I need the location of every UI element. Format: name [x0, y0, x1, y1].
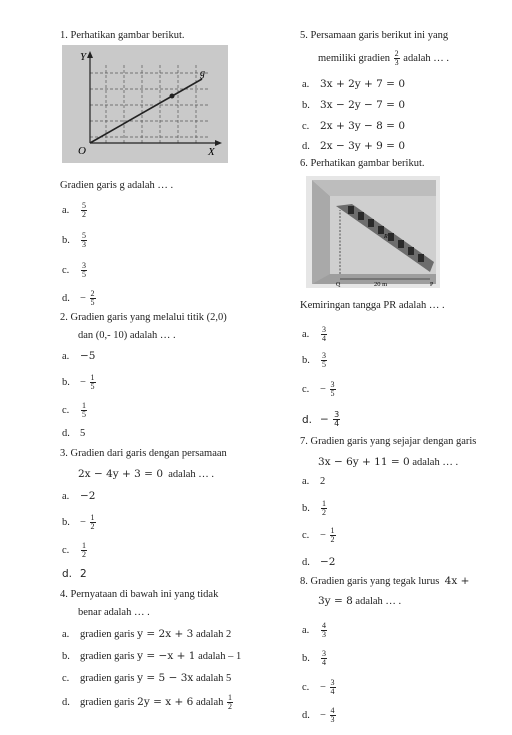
q1-y-label: Y [80, 51, 87, 63]
option-fraction [81, 262, 87, 279]
option-prefix: gradien garis [80, 696, 135, 708]
denominator: 2 [82, 210, 86, 219]
q3-option-b[interactable] [62, 514, 97, 531]
numerator: 1 [330, 526, 335, 535]
q8-option-b[interactable] [302, 650, 328, 667]
equation: 3x − 2y − 7 = 0 [320, 99, 405, 111]
denominator: 5 [322, 360, 326, 369]
q4-option-a[interactable] [62, 628, 231, 641]
q2-option-b[interactable] [62, 374, 97, 391]
option-letter: a. [62, 204, 70, 216]
q4-option-c[interactable] [62, 672, 231, 685]
q6-option-a[interactable] [302, 326, 328, 343]
q2-option-c[interactable] [62, 402, 88, 419]
numerator: 2 [394, 49, 399, 58]
equation: y = 2x + 3 [137, 628, 194, 640]
option-sign: − [320, 681, 326, 693]
q6-stem-text: Kemiringan tangga PR adalah … . [300, 300, 445, 311]
q7-option-a[interactable] [302, 476, 325, 488]
option-letter: c. [62, 264, 70, 276]
denominator: 4 [322, 658, 326, 667]
q4-option-b[interactable] [62, 650, 241, 663]
q1-option-a[interactable] [62, 202, 88, 219]
option-suffix: adalah [195, 696, 224, 708]
denominator: 2 [227, 702, 232, 711]
equation: 3x − 6y + 11 = 0 [318, 456, 410, 468]
q1-point [170, 94, 175, 99]
q6-option-d[interactable] [302, 411, 341, 428]
equation: 2x + 3y − 8 = 0 [320, 120, 405, 132]
denominator: 2 [322, 508, 326, 517]
option-sign: − [320, 709, 326, 721]
option-fraction [81, 202, 87, 219]
q6-r-label: R [384, 234, 388, 240]
option-value: 5 [80, 428, 86, 439]
option-letter: b. [62, 234, 70, 246]
q5-line1: 5. Persamaan garis berikut ini yang [300, 30, 449, 41]
option-value: −2 [80, 490, 96, 502]
option-fraction [333, 411, 340, 428]
q5-option-c[interactable] [302, 120, 405, 133]
option-letter: b. [62, 516, 70, 528]
q5-line2-text: memiliki gradien [318, 52, 391, 64]
numerator: 3 [322, 649, 326, 658]
q6-stairs-figure [306, 176, 440, 288]
option-prefix: gradien garis [80, 673, 135, 684]
numerator: 4 [322, 621, 326, 630]
q5-option-d[interactable] [302, 140, 405, 153]
q8-option-a[interactable] [302, 622, 328, 639]
option-letter: b. [302, 652, 310, 664]
q1-option-c[interactable] [62, 262, 88, 279]
option-letter: a. [302, 79, 310, 90]
numerator: 3 [82, 261, 86, 270]
q6-q-label: Q [336, 282, 341, 288]
option-fraction [81, 232, 87, 249]
equation-part-2: 3y = 8 [318, 595, 353, 607]
q3-line2-text: adalah … . [168, 469, 215, 480]
equation: 2x − 4y + 3 = 0 [78, 468, 163, 480]
numerator: 1 [322, 499, 326, 508]
numerator: 1 [82, 401, 86, 410]
denominator: 2 [330, 535, 335, 544]
option-sign: − [320, 383, 326, 395]
option-fraction [90, 290, 96, 307]
option-letter: d. [62, 428, 70, 439]
option-letter: d. [302, 557, 310, 568]
q6-ceiling [312, 180, 436, 196]
q2-line1: 2. Gradien garis yang melalui titik (2,0) [60, 312, 227, 323]
q4-line2: benar adalah … . [78, 607, 150, 618]
denominator: 3 [394, 58, 399, 67]
option-fraction [321, 326, 327, 343]
q1-graph-figure [62, 45, 228, 163]
q5-line2 [318, 50, 449, 67]
option-letter: b. [302, 354, 310, 366]
q7-line2 [318, 456, 458, 469]
denominator: 3 [322, 630, 326, 639]
option-suffix: adalah 2 [195, 629, 232, 640]
q2-option-a[interactable] [62, 350, 95, 363]
option-sign: − [320, 413, 329, 426]
q8-line2-text: adalah … . [355, 596, 402, 607]
q6-title: 6. Perhatikan gambar berikut. [300, 158, 425, 169]
q1-line-label: g [200, 68, 205, 79]
option-sign: − [80, 516, 86, 528]
q1-option-b[interactable] [62, 232, 88, 249]
q6-option-c[interactable] [302, 381, 337, 398]
option-fraction [330, 527, 336, 544]
denominator: 5 [90, 382, 95, 391]
option-letter: b. [62, 376, 70, 388]
numerator: 3 [334, 410, 340, 419]
option-prefix: gradien garis [80, 651, 135, 662]
numerator: 5 [82, 231, 86, 240]
option-fraction [81, 402, 87, 419]
denominator: 5 [90, 298, 95, 307]
option-letter: d. [62, 696, 70, 708]
option-letter: a. [62, 491, 70, 502]
q7-option-c[interactable] [302, 527, 337, 544]
q3-option-a[interactable] [62, 490, 95, 503]
q4-option-d[interactable] [62, 694, 234, 711]
denominator: 5 [82, 270, 86, 279]
denominator: 5 [82, 410, 86, 419]
equation: 2x − 3y + 9 = 0 [320, 140, 405, 152]
option-letter: a. [302, 624, 310, 636]
q5-option-a[interactable] [302, 78, 405, 91]
q8-line2 [318, 595, 401, 608]
denominator: 3 [82, 240, 86, 249]
denominator: 2 [90, 522, 95, 531]
option-fraction [81, 542, 87, 559]
option-letter: c. [302, 681, 310, 693]
q7-option-b[interactable] [302, 500, 328, 517]
denominator: 2 [82, 550, 86, 559]
option-letter: c. [302, 383, 310, 395]
equation: 2y = x + 6 [137, 695, 194, 708]
equation-part-1: 4x + [444, 575, 470, 587]
q1-stem: Gradien garis g adalah … . [60, 180, 174, 191]
equation: y = −x + 1 [137, 650, 196, 662]
option-value: 2 [320, 476, 326, 487]
q2-option-d[interactable] [62, 428, 85, 440]
option-fraction [90, 514, 96, 531]
option-value: 2 [80, 568, 87, 580]
option-letter: a. [302, 476, 310, 487]
option-letter: c. [62, 673, 70, 684]
q3-line1: 3. Gradien dari garis dengan persamaan [60, 448, 227, 459]
q6-dim-label: 20 m [374, 281, 388, 288]
option-sign: − [80, 292, 86, 304]
q5-line2-end: adalah … . [403, 52, 450, 64]
option-fraction [321, 500, 327, 517]
option-value: −5 [80, 350, 96, 362]
q3-option-d[interactable] [62, 568, 87, 580]
option-letter: d. [302, 413, 313, 426]
q6-p-label: P [430, 282, 434, 288]
numerator: 1 [90, 513, 95, 522]
q7-line2-text: adalah … . [412, 457, 459, 468]
option-letter: a. [62, 351, 70, 362]
option-sign: − [80, 376, 86, 388]
option-fraction [330, 381, 336, 398]
q8-option-d[interactable] [302, 707, 337, 724]
option-fraction [227, 694, 233, 711]
q3-option-c[interactable] [62, 542, 88, 559]
equation: y = 5 − 3x [137, 672, 194, 684]
denominator: 5 [330, 389, 335, 398]
option-letter: c. [62, 404, 70, 416]
option-letter: b. [62, 651, 70, 662]
option-letter: a. [62, 629, 70, 640]
option-suffix: adalah 5 [195, 673, 232, 684]
numerator: 5 [82, 201, 86, 210]
denominator: 4 [334, 419, 340, 428]
numerator: 1 [90, 373, 95, 382]
q6-left-wall [312, 180, 330, 284]
option-letter: c. [302, 121, 310, 132]
option-letter: b. [302, 100, 310, 111]
numerator: 3 [330, 380, 335, 389]
option-prefix: gradien garis [80, 629, 135, 640]
q7-option-d[interactable] [302, 556, 335, 569]
option-letter: d. [302, 709, 310, 721]
option-sign: − [320, 529, 326, 541]
q5-option-b[interactable] [302, 99, 405, 112]
numerator: 4 [330, 706, 335, 715]
option-fraction [321, 650, 327, 667]
numerator: 3 [322, 351, 326, 360]
q1-title: 1. Perhatikan gambar berikut. [60, 30, 185, 41]
q6-option-b[interactable] [302, 352, 328, 369]
option-letter: d. [62, 292, 70, 304]
q6-stem [300, 300, 445, 312]
option-letter: d. [302, 141, 310, 152]
option-fraction [321, 622, 327, 639]
q8-option-c[interactable] [302, 679, 337, 696]
option-letter: b. [302, 502, 310, 514]
q5-fraction [394, 50, 400, 67]
option-fraction [321, 352, 327, 369]
numerator: 3 [330, 678, 335, 687]
numerator: 3 [322, 325, 326, 334]
numerator: 1 [227, 693, 232, 702]
q2-line2: dan (0,- 10) adalah … . [78, 330, 176, 341]
option-letter: a. [302, 328, 310, 340]
q1-option-d[interactable] [62, 290, 97, 307]
numerator: 1 [82, 541, 86, 550]
equation: 3x + 2y + 7 = 0 [320, 78, 405, 90]
option-letter: d. [62, 568, 73, 580]
q8-line1-text: 8. Gradien garis yang tegak lurus [300, 576, 440, 587]
option-letter: c. [62, 544, 70, 556]
option-fraction [330, 707, 336, 724]
denominator: 3 [330, 715, 335, 724]
q4-line1: 4. Pernyataan di bawah ini yang tidak [60, 589, 219, 600]
q8-line1 [300, 575, 469, 588]
denominator: 4 [322, 334, 326, 343]
q7-line1: 7. Gradien garis yang sejajar dengan garis [300, 436, 477, 447]
q3-line2 [78, 468, 214, 481]
q1-origin-label: O [78, 145, 86, 157]
option-fraction [90, 374, 96, 391]
option-value: −2 [320, 556, 336, 568]
option-letter: c. [302, 529, 310, 541]
q1-x-label: X [208, 146, 215, 158]
option-fraction [330, 679, 336, 696]
denominator: 4 [330, 687, 335, 696]
option-suffix: adalah – 1 [198, 651, 242, 662]
numerator: 2 [90, 289, 95, 298]
